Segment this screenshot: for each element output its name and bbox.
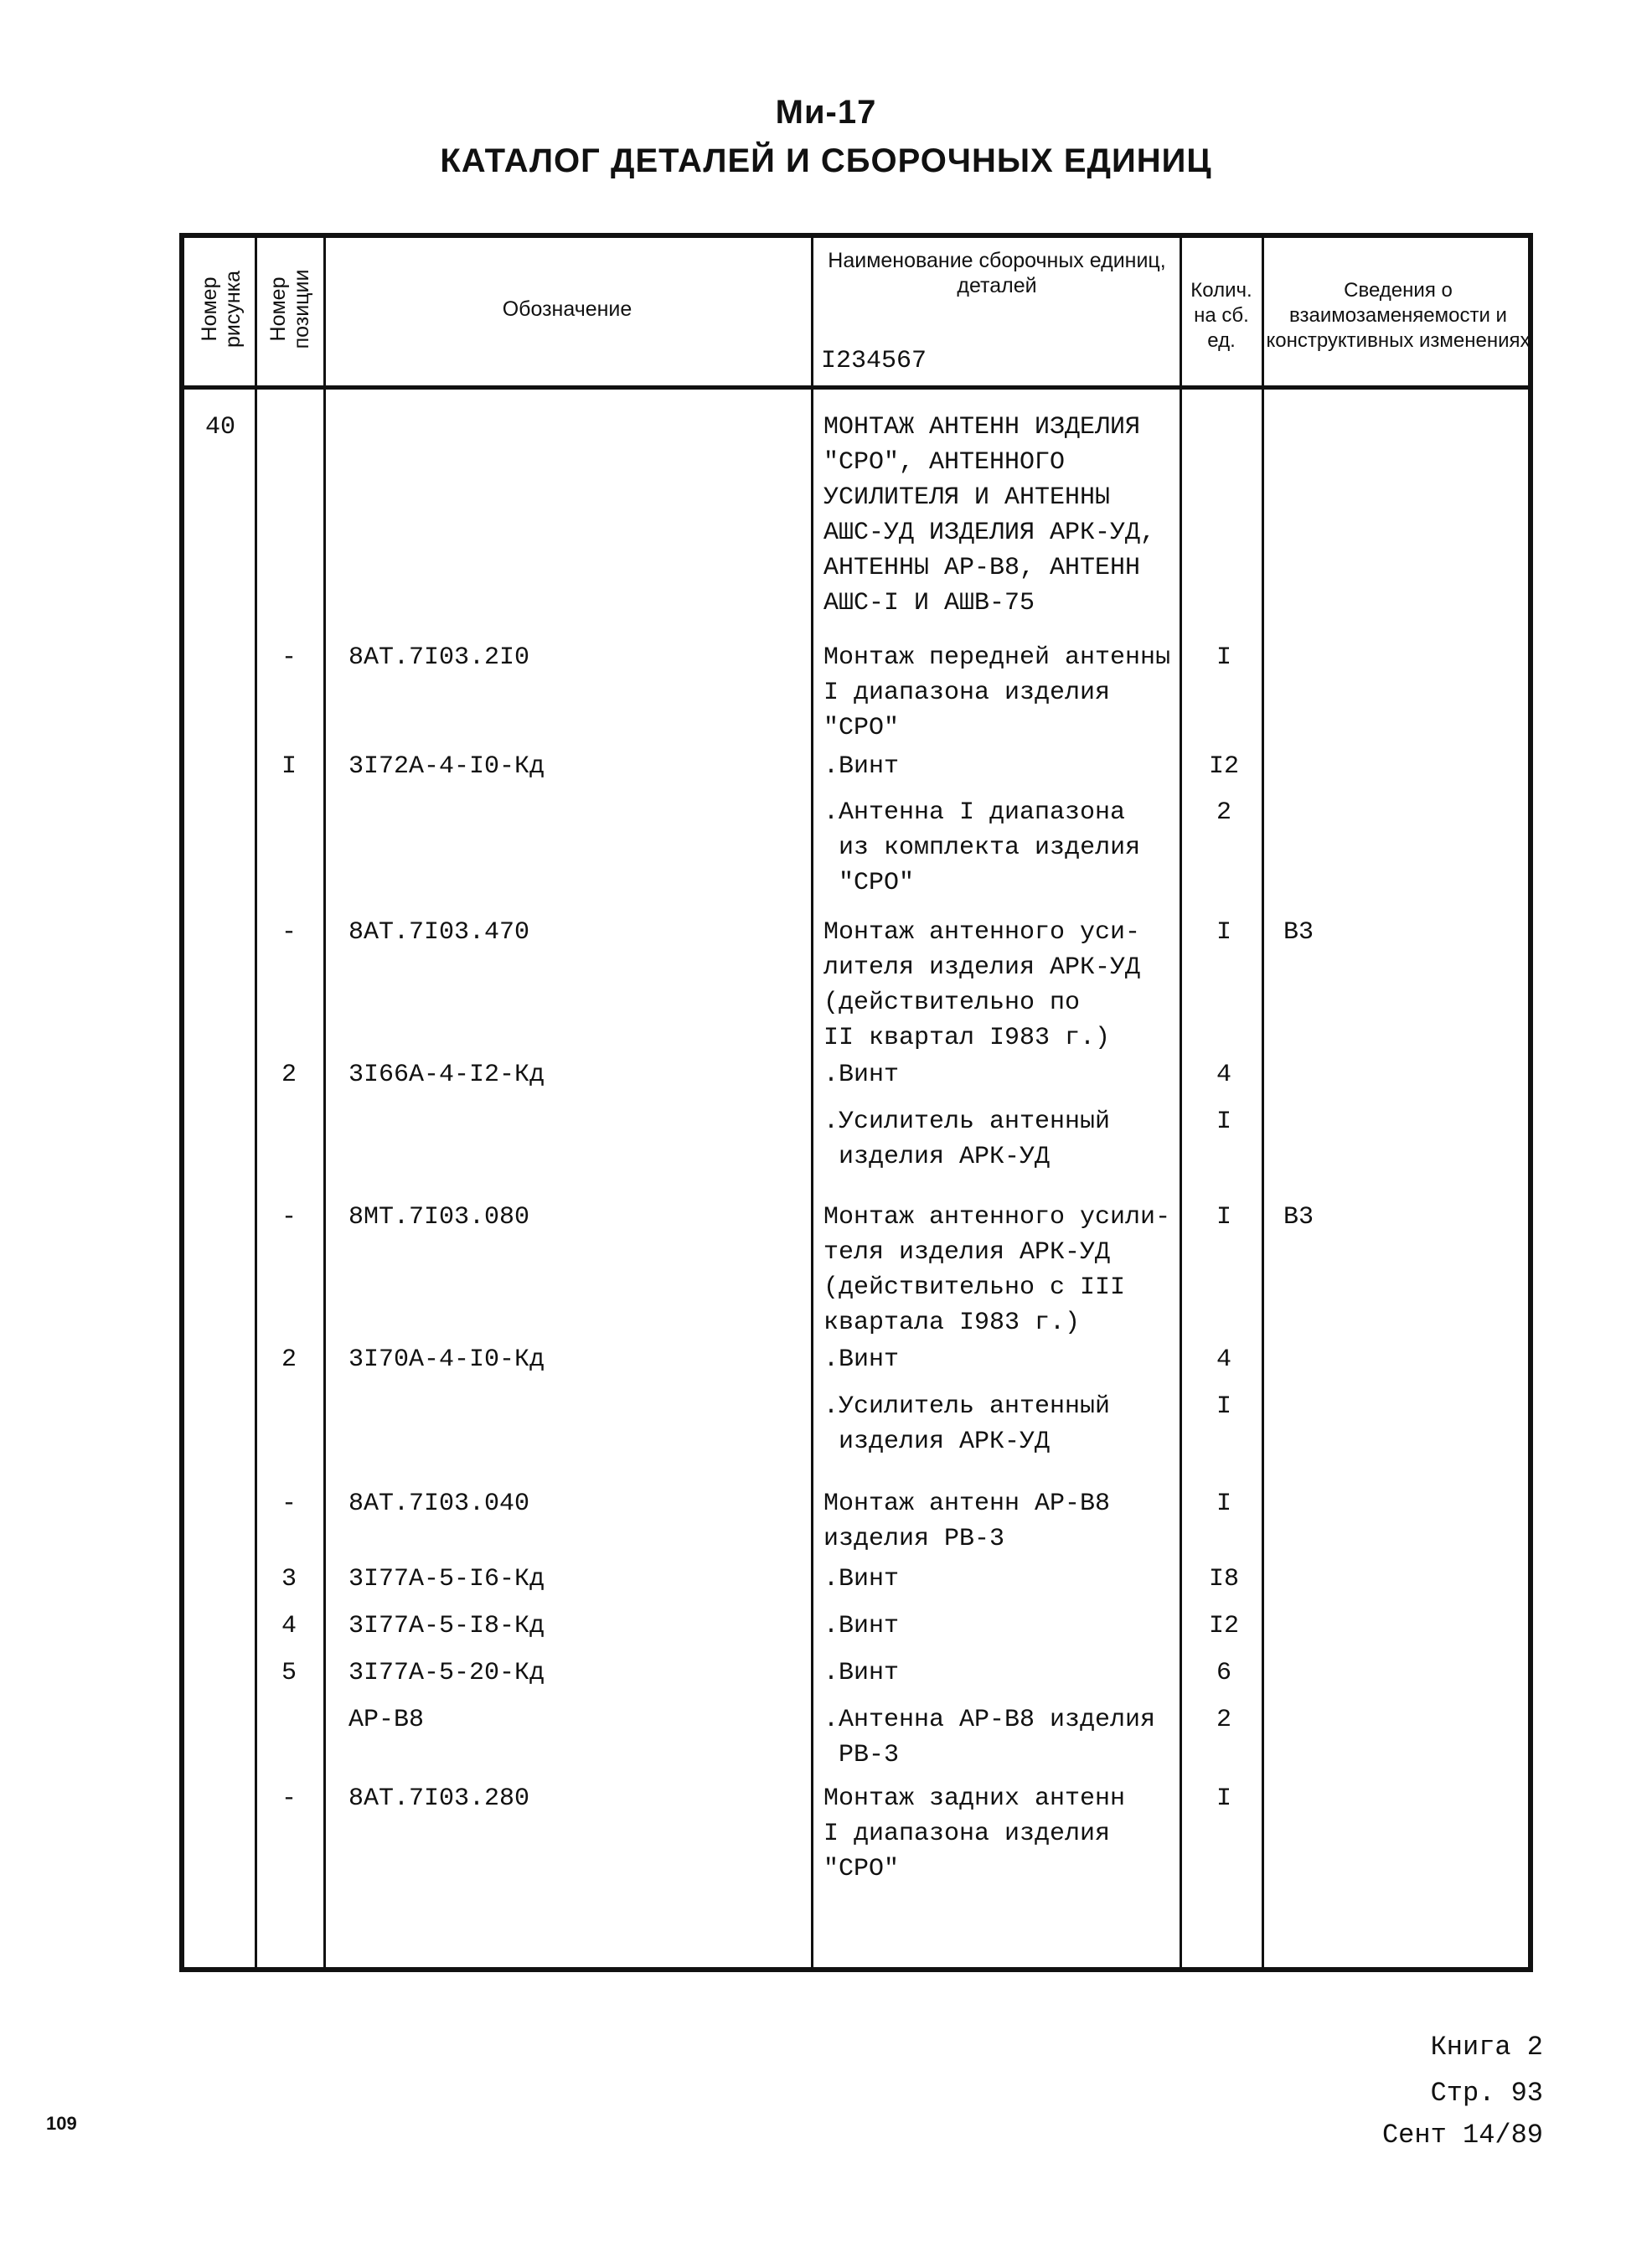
designation-cell: 8МТ.7I03.080 bbox=[348, 1203, 530, 1232]
notes-cell: В3 bbox=[1283, 1203, 1314, 1232]
qty-cell: I bbox=[1216, 1108, 1231, 1136]
name-cell: .Винт bbox=[823, 1659, 900, 1687]
pos-no-cell: - bbox=[281, 1203, 297, 1232]
qty-cell: I8 bbox=[1208, 1565, 1239, 1593]
designation-cell: 3I72А-4-I0-Кд bbox=[348, 752, 545, 781]
table-body bbox=[184, 238, 1528, 1967]
designation-cell: АР-В8 bbox=[348, 1706, 425, 1734]
pos-no-cell: 4 bbox=[281, 1612, 297, 1640]
designation-cell: 8АТ.7I03.040 bbox=[348, 1490, 530, 1518]
name-cell: .Винт bbox=[823, 1565, 900, 1593]
name-cell: Монтаж антенного уси- лителя изделия АРК-УД (действительно по II квартал I983 г.) bbox=[823, 918, 1141, 1052]
designation-cell: 8АТ.7I03.280 bbox=[348, 1784, 530, 1813]
name-cell: .Антенна АР-В8 изделия РВ-3 bbox=[823, 1706, 1156, 1769]
document-title: Ми-17 bbox=[775, 94, 877, 131]
qty-cell: 6 bbox=[1216, 1659, 1231, 1687]
fig-no-cell: 40 bbox=[204, 413, 235, 442]
qty-cell: I2 bbox=[1208, 1612, 1239, 1640]
pos-no-cell: 2 bbox=[281, 1345, 297, 1374]
designation-cell: 3I70А-4-I0-Кд bbox=[348, 1345, 545, 1374]
header-fig-no-label: Номер рисунка bbox=[198, 270, 245, 349]
header-notes: Сведения о взаимозаменяемости и конструктивных изменениях bbox=[1266, 279, 1531, 352]
name-cell: .Винт bbox=[823, 1612, 900, 1640]
name-cell: .Винт bbox=[823, 1345, 900, 1374]
qty-cell: 2 bbox=[1216, 798, 1231, 827]
qty-cell: 4 bbox=[1216, 1345, 1231, 1374]
catalog-heading: КАТАЛОГ ДЕТАЛЕЙ И СБОРОЧНЫХ ЕДИНИЦ bbox=[440, 142, 1212, 179]
pos-no-cell: - bbox=[281, 643, 297, 672]
qty-cell: 4 bbox=[1216, 1061, 1231, 1089]
pos-no-cell: - bbox=[281, 1784, 297, 1813]
designation-cell: 3I77А-5-20-Кд bbox=[348, 1659, 545, 1687]
header-name: Наименование сборочных единиц, деталей bbox=[828, 249, 1166, 297]
name-cell: .Винт bbox=[823, 1061, 900, 1089]
pos-no-cell: 2 bbox=[281, 1061, 297, 1089]
header-name-code: I234567 bbox=[821, 347, 927, 375]
footer-date: Сент 14/89 bbox=[1381, 2120, 1543, 2151]
pos-no-cell: - bbox=[281, 918, 297, 947]
designation-cell: 8АТ.7I03.470 bbox=[348, 918, 530, 947]
header-qty: Колич. на сб. ед. bbox=[1190, 279, 1252, 352]
qty-cell: 2 bbox=[1216, 1706, 1231, 1734]
qty-cell: I bbox=[1216, 1392, 1231, 1421]
header-pos-no-label: Номер позиции bbox=[266, 269, 313, 349]
qty-cell: I bbox=[1216, 1490, 1231, 1518]
qty-cell: I bbox=[1216, 918, 1231, 947]
qty-cell: I2 bbox=[1208, 752, 1239, 781]
designation-cell: 3I77А-5-I6-Кд bbox=[348, 1565, 545, 1593]
qty-cell: I bbox=[1216, 1203, 1231, 1232]
name-cell: .Усилитель антенный изделия АРК-УД bbox=[823, 1108, 1111, 1171]
parts-catalog-table bbox=[179, 233, 1533, 1972]
pos-no-cell: 3 bbox=[281, 1565, 297, 1593]
name-cell: .Антенна I диапазона из комплекта изделия "СРО" bbox=[823, 798, 1141, 897]
sheet-number: 109 bbox=[46, 2113, 77, 2134]
qty-cell: I bbox=[1216, 643, 1231, 672]
designation-cell: 3I66А-4-I2-Кд bbox=[348, 1061, 545, 1089]
footer-book: Книга 2 bbox=[1430, 2032, 1543, 2063]
header-designation: Обозначение bbox=[502, 297, 632, 321]
name-cell: Монтаж передней антенны I диапазона изделия "СРО" bbox=[823, 643, 1171, 742]
pos-no-cell: - bbox=[281, 1490, 297, 1518]
name-cell: Монтаж задних антенн I диапазона изделия "СРО" bbox=[823, 1784, 1126, 1883]
designation-cell: 3I77А-5-I8-Кд bbox=[348, 1612, 545, 1640]
name-cell: .Винт bbox=[823, 752, 900, 781]
designation-cell: 8АТ.7I03.2I0 bbox=[348, 643, 530, 672]
notes-cell: В3 bbox=[1283, 918, 1314, 947]
qty-cell: I bbox=[1216, 1784, 1231, 1813]
name-cell: Монтаж антенн АР-В8 изделия РВ-3 bbox=[823, 1490, 1111, 1553]
name-cell: .Усилитель антенный изделия АРК-УД bbox=[823, 1392, 1111, 1456]
name-cell: МОНТАЖ АНТЕНН ИЗДЕЛИЯ "СРО", АНТЕННОГО УСИЛИТЕЛЯ И АНТЕННЫ АШС-УД ИЗДЕЛИЯ АРК-УД, АНТЕННЫ АР-В8, АНТЕНН АШС-I И АШВ-75 bbox=[823, 413, 1156, 617]
pos-no-cell: 5 bbox=[281, 1659, 297, 1687]
name-cell: Монтаж антенного усили- теля изделия АРК-УД (действительно с III квартала I983 г.) bbox=[823, 1203, 1171, 1337]
pos-no-cell: I bbox=[281, 752, 297, 781]
footer-page: Стр. 93 bbox=[1430, 2078, 1543, 2109]
